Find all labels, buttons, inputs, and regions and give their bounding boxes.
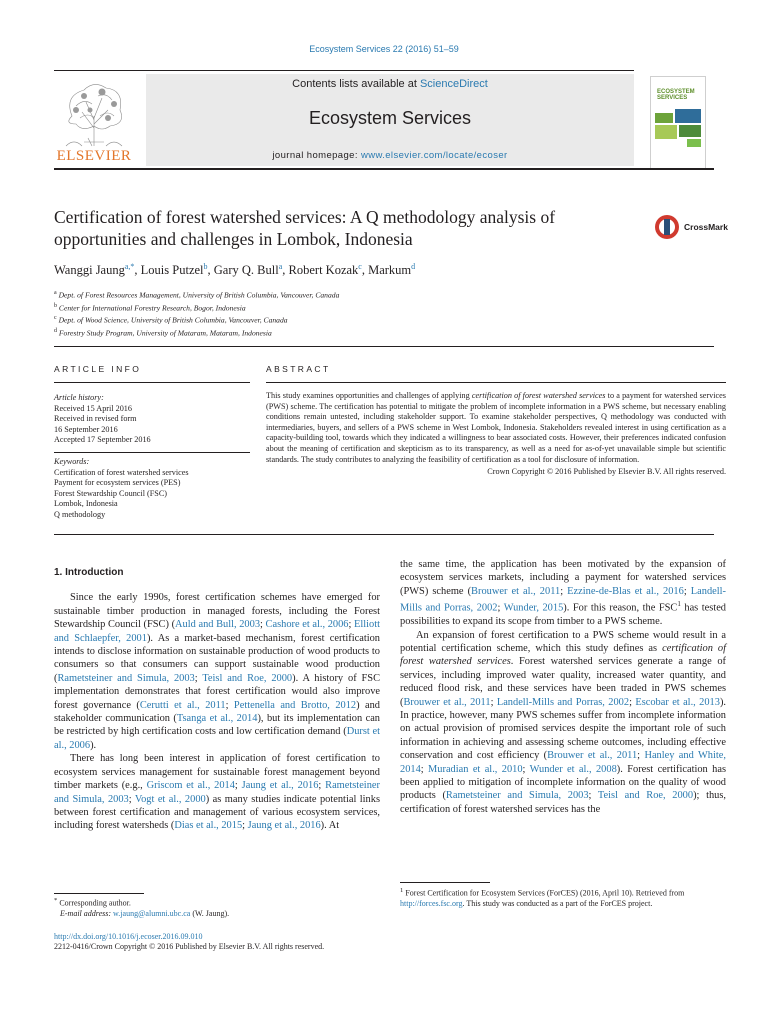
reference-link[interactable]: Wunder et al., 2008: [529, 763, 617, 775]
reference-link[interactable]: Cashore et al., 2006: [265, 619, 349, 631]
author-affiliation-mark[interactable]: b: [203, 262, 208, 271]
reference-link[interactable]: Brouwer et al., 2011: [547, 750, 638, 762]
body-text: ;: [637, 750, 645, 762]
footnote-text: . This study was conducted as a part of the ForCES project.: [462, 898, 653, 908]
body-text: ;: [629, 696, 636, 708]
body-text: An expansion of forest certification to a PWS scheme would result in a potential certification scheme, which this study defines as: [400, 629, 726, 654]
elsevier-wordmark: ELSEVIER: [56, 148, 132, 164]
email-suffix: (W. Jaung).: [190, 908, 230, 918]
reference-link[interactable]: Jaung et al., 2016: [241, 780, 319, 792]
reference-link[interactable]: Rametsteiner and Simula, 2003: [57, 672, 195, 684]
author-affiliation-mark[interactable]: a,*: [124, 262, 135, 271]
affiliation-mark: b: [54, 302, 57, 309]
keywords: [54, 457, 250, 521]
author-affiliation-mark[interactable]: d: [411, 262, 416, 271]
body-paragraph: [400, 629, 726, 817]
body-text: ;: [522, 763, 530, 775]
affiliation-text: Forestry Study Program, University of Mataram, Mataram, Indonesia: [58, 328, 272, 338]
homepage-link[interactable]: www.elsevier.com/locate/ecoser: [360, 150, 508, 161]
body-text: ). At: [320, 820, 340, 832]
affiliation-text: Dept. of Forest Resources Management, University of British Columbia, Vancouver, Canada: [58, 290, 340, 300]
contents-prefix: Contents lists available at: [292, 78, 420, 90]
body-text: ) and stakeholder communication (: [54, 699, 380, 725]
reference-link[interactable]: Dias et al., 2015: [174, 820, 243, 832]
masthead-top-rule: [54, 70, 634, 71]
reference-link[interactable]: Landell-Mills and Porras, 2002: [496, 696, 630, 708]
body-text: ;: [348, 619, 355, 631]
body-text: ). In practice, however, many PWS schemes suffer from incomplete information on actual provision of promised services despite the important role of such information in achieving and assessing scheme outcomes, including effective conservation and cost efficiency (: [400, 696, 726, 762]
body-text: ) as many studies indicate potential links between forest certification and management of various ecosystem services, including forest watersheds (: [54, 793, 380, 832]
corresponding-text: Corresponding author.: [57, 898, 131, 908]
body-text: ). A history of FSC implementation demonstrates that forest certification would also improve forest governance (: [54, 672, 381, 711]
affiliation-text: Dept. of Wood Science, University of British Columbia, Vancouver, Canada: [58, 315, 288, 325]
homepage-prefix: journal homepage:: [272, 150, 361, 161]
reference-link[interactable]: Tsanga et al., 2014: [176, 713, 258, 725]
reference-link[interactable]: Muradian et al., 2010: [428, 763, 523, 775]
abstract-emphasis: certification of forest watershed services: [471, 391, 606, 400]
history-item: Accepted 17 September 2016: [54, 435, 151, 445]
article-title: Certification of forest watershed services: A Q methodology analysis of opportunities and challenges in Lombok, Indonesia: [54, 207, 556, 249]
reference-link[interactable]: Wunder, 2015: [503, 602, 564, 614]
affiliation-mark: c: [54, 315, 57, 322]
body-text: ;: [242, 820, 248, 832]
reference-link[interactable]: Landell-Mills and Porras, 2002: [400, 585, 726, 614]
crossmark-badge[interactable]: [654, 212, 734, 242]
reference-link[interactable]: Jaung et al., 2016: [247, 820, 321, 832]
reference-link[interactable]: Escobar et al., 2013: [635, 696, 720, 708]
affiliation-item: [54, 288, 339, 301]
reference-link[interactable]: Vogt et al., 2000: [134, 793, 206, 805]
body-paragraph: [54, 591, 380, 752]
corresponding-author-footnote: [54, 896, 380, 919]
body-text: ;: [260, 619, 266, 631]
body-paragraph: [54, 752, 380, 832]
doi-block: [54, 932, 454, 952]
body-column-right: [400, 558, 726, 816]
cover-title-line1: ECOSYSTEM: [657, 89, 695, 95]
affiliations: [54, 288, 339, 338]
keyword-item: Payment for ecosystem services (PES): [54, 478, 181, 488]
body-text: ;: [490, 696, 497, 708]
journal-masthead: [54, 70, 714, 170]
crossmark-icon: [654, 212, 680, 242]
article-info-column: [54, 364, 250, 521]
reference-link[interactable]: Teisl and Roe, 2000: [597, 790, 694, 802]
doi-link[interactable]: http://dx.doi.org/10.1016/j.ecoser.2016.09.010: [54, 932, 203, 941]
body-text: . Forest watershed services generate a range of services, including improved water quality, increased water quantity, and reduced flood risk, and these services have been traded in PWS schemes (: [400, 656, 726, 708]
body-text: There has long been interest in application of forest certification to ecosystem services management for sustainable forest management beyond timber markets (e.g.,: [54, 753, 380, 792]
body-text: ;: [683, 585, 691, 597]
author-affiliation-mark[interactable]: a: [278, 262, 283, 271]
affiliation-item: [54, 301, 339, 314]
sciencedirect-link[interactable]: ScienceDirect: [419, 78, 488, 90]
crossmark-label: CrossMark: [684, 222, 728, 232]
body-text: ;: [497, 602, 504, 614]
affiliation-item: [54, 313, 339, 326]
body-text: the same time, the application has been motivated by the expansion of ecosystem services markets, including a payment for watershed services (PWS) scheme (: [400, 559, 726, 597]
author-separator: ,: [361, 263, 369, 278]
keywords-divider: [54, 452, 250, 453]
body-text: ;: [225, 699, 234, 711]
keyword-item: Certification of forest watershed services: [54, 467, 189, 477]
body-text: ;: [128, 793, 135, 805]
reference-link[interactable]: Hanley and White, 2014: [400, 750, 726, 775]
corresponding-mark: *: [54, 897, 58, 904]
journal-cover-thumbnail[interactable]: [650, 76, 706, 170]
cover-graphic-icon: [651, 77, 707, 171]
header-divider: [54, 346, 714, 347]
author-separator: ,: [282, 263, 289, 278]
reference-link[interactable]: Rametsteiner and Simula, 2003: [54, 780, 380, 805]
abstract-text-part: to a payment for watershed services (PWS) scheme. The certification has potential to mitigate the problem of incomplete information in a PWS scheme, but necessary enabling conditions remain untested, including stakeholder support. To examine stakeholder perspectives, Q methodology was conducted with intermediaries, buyers, and sellers of a PWS scheme in West Lombok, Indonesia. Stakeholders revealed interest in using certification as a capacity-building tool, towards which they indicated a willingness to bear associated costs. However, their preferences indicated confusion about the meaning of certification and skepticism as to its transparency, as well as a need for as-of-yet unavailable simple but scientific standards. The study contributes to analyzing the feasibility of certification as a tool for disclosure of information.: [266, 391, 726, 464]
reference-link[interactable]: Ezzine-de-Blas et al., 2016: [567, 585, 684, 597]
body-text: ); thus, certification of forest watershed services has the: [400, 790, 727, 815]
body-text: ;: [588, 790, 598, 802]
reference-link[interactable]: Pettenella and Brotto, 2012: [233, 699, 357, 711]
affiliation-mark: d: [54, 327, 57, 334]
body-text: ;: [318, 780, 326, 792]
email-link[interactable]: w.jaung@alumni.ubc.ca: [113, 908, 191, 918]
affiliation-item: [54, 326, 339, 339]
issn-copyright: 2212-0416/Crown Copyright © 2016 Published by Elsevier B.V. All rights reserved.: [54, 942, 325, 951]
author-separator: ,: [207, 263, 214, 278]
body-text: has tested possibilities to expand its scope from timber to a PWS scheme.: [400, 602, 726, 628]
history-label: Article history:: [54, 393, 104, 402]
author-name[interactable]: Louis Putzel: [140, 263, 204, 278]
body-text: ;: [420, 763, 429, 775]
affiliation-text: Center for International Forestry Research, Bogor, Indonesia: [58, 303, 246, 313]
keyword-item: Lombok, Indonesia: [54, 499, 118, 509]
abstract-text: [266, 391, 726, 465]
email-line: [54, 909, 380, 919]
masthead-bottom-rule: [54, 168, 714, 170]
body-text: ).: [90, 739, 97, 751]
footnote-link[interactable]: http://forces.fsc.org: [400, 898, 463, 908]
history-item: Received 15 April 2016: [54, 403, 132, 413]
email-label: E-mail address:: [60, 908, 114, 918]
reference-link[interactable]: Auld and Bull, 2003: [175, 619, 261, 631]
body-text: Since the early 1990s, forest certification schemes have emerged for sustainable timber production in managed forests, including the Forest Stewardship Council (FSC) (: [54, 592, 380, 631]
reference-link[interactable]: Teisl and Roe, 2000: [202, 672, 293, 684]
author-name[interactable]: Robert Kozak: [288, 263, 359, 278]
body-text: ). For this reason, the FSC: [563, 602, 678, 614]
abstract-divider: [54, 534, 714, 535]
body-text: ;: [194, 672, 203, 684]
body-text: ). Forest certification has been applied to mitigation of incomplete information on the quality of wood products (: [400, 763, 726, 802]
abstract-column: [266, 364, 726, 476]
reference-link[interactable]: Elliott and Schlaepfer, 2001: [54, 619, 380, 644]
footnote-mark[interactable]: 1: [677, 600, 681, 609]
article-info-heading: ARTICLE INFO: [54, 364, 250, 383]
history-item: 16 September 2016: [54, 424, 118, 434]
journal-name: Ecosystem Services: [308, 108, 472, 128]
abstract-copyright: Crown Copyright © 2016 Published by Elsevier B.V. All rights reserved.: [487, 467, 726, 477]
keyword-item: Forest Stewardship Council (FSC): [54, 488, 168, 498]
author-separator: ,: [134, 263, 141, 278]
reference-link[interactable]: Brouwer et al., 2011: [471, 585, 561, 597]
footnote-rule-right: [400, 882, 490, 883]
article-history: [54, 393, 250, 446]
reference-link[interactable]: Rametsteiner and Simula, 2003: [445, 790, 589, 802]
masthead-box: [146, 74, 634, 166]
body-text: ;: [560, 585, 568, 597]
reference-link[interactable]: Cerutti et al., 2011: [139, 699, 226, 711]
contents-lists-line: [146, 78, 634, 90]
author-name[interactable]: Markum: [368, 263, 412, 278]
body-emphasis: certification of forest watershed services: [400, 642, 727, 668]
reference-link[interactable]: Griscom et al., 2014: [146, 780, 235, 792]
author-list: [54, 262, 415, 278]
author-affiliation-mark[interactable]: c: [358, 262, 362, 271]
reference-link[interactable]: Brouwer et al., 2011: [403, 696, 491, 708]
abstract-text-part: This study examines opportunities and challenges of applying: [266, 391, 472, 400]
history-item: Received in revised form: [54, 414, 137, 424]
affiliation-mark: a: [54, 290, 57, 296]
abstract-heading: ABSTRACT: [266, 364, 726, 383]
journal-citation[interactable]: Ecosystem Services 22 (2016) 51–59: [309, 44, 459, 54]
reference-link[interactable]: Durst et al., 2006: [54, 726, 381, 751]
corresponding-author-line: [54, 896, 380, 909]
body-column-left: [54, 566, 380, 833]
footnote-text: Forest Certification for Ecosystem Services (ForCES) (2016, April 10). Retrieved from: [403, 888, 685, 898]
author-name[interactable]: Wanggi Jaung: [54, 263, 125, 278]
body-text: ), but its implementation can be restricted by high certification costs and low certification demand (: [54, 713, 380, 738]
body-text: ). As a market-based mechanism, forest certification intends to disclose information on sustainable production of wood products to consumers so that consumers can support sustainable wood production (: [54, 632, 380, 684]
journal-homepage-line: [146, 150, 634, 161]
section-title-introduction: 1. Introduction: [54, 567, 124, 578]
footnote-1: [400, 886, 726, 909]
keyword-item: Q methodology: [54, 509, 106, 519]
cover-title-line2: SERVICES: [657, 95, 688, 101]
footnote-number: 1: [400, 887, 404, 894]
body-text: ;: [234, 780, 242, 792]
keywords-label: Keywords:: [54, 456, 90, 466]
author-name[interactable]: Gary Q. Bull: [213, 263, 279, 278]
footnote-rule-left: [54, 893, 144, 894]
body-paragraph: [400, 558, 726, 629]
